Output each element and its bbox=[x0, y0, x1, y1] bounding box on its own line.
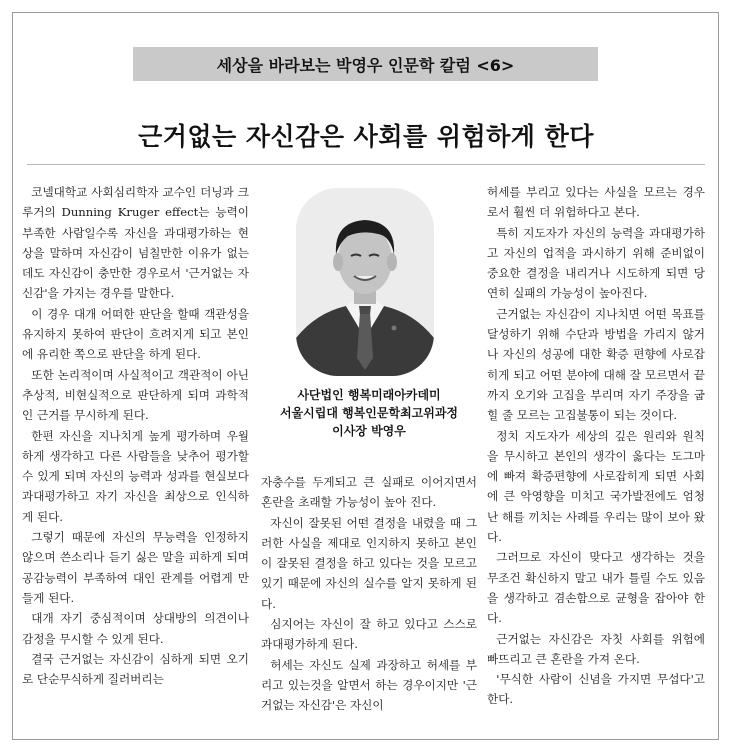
paragraph: 특히 지도자가 자신의 능력을 과대평가하고 자신의 업적을 과시하기 위해 준비없이 중요한 결정을 내리거나 시도하게 되면 당연히 실패의 가능성이 높아진다. bbox=[487, 225, 705, 301]
author-affiliation: 사단법인 행복미래아카데미 bbox=[297, 388, 441, 402]
author-portrait bbox=[296, 188, 434, 376]
paragraph: '무식한 사람이 신념을 가지면 무섭다'고 한다. bbox=[487, 672, 705, 707]
paragraph: 그러므로 자신이 맞다고 생각하는 것을 무조건 확신하지 말고 내가 틀릴 수도 있음을 생각하고 겸손함으로 균형을 잡아야 한다. bbox=[487, 550, 705, 626]
paragraph: 심지어는 자신이 잘 하고 있다고 스스로 과대평가하게 된다. bbox=[261, 617, 477, 652]
paragraph: 근거없는 자신감이 지나치면 어떤 목표를 달성하기 위해 수단과 방법을 가리지 않거나 자신의 성공에 대한 확증 편향에 사로잡히게 되고 어떤 분야에 대해 잘 모르면서 끝까지 오기와 고집을 부리며 자기 주장을 굽힐 줄 모르는 고집불통이 되는 것이다. bbox=[487, 306, 705, 423]
paragraph: 허세는 자신도 실제 과장하고 허세를 부리고 있는것을 알면서 하는 경우이지만 '근거없는 자신감'은 자신이 bbox=[261, 657, 477, 713]
paragraph: 정치 지도자가 세상의 깊은 원리와 원칙을 무시하고 본인의 생각이 옳다는 도그마에 빠져 확증편향에 사로잡히게 되면 사회에 큰 악영향을 미치고 국가발전에도 엄청난 해를 끼치는 사례를 우리는 많이 보아 왔다. bbox=[487, 428, 705, 545]
text-column-2 bbox=[261, 472, 477, 716]
paragraph: 코넬대학교 사회심리학자 교수인 더닝과 크루거의 Dunning Kruger effect는 능력이 부족한 사람일수록 자신을 과대평가하는 현상을 말하며 자신감이 넘칠만한 이유가 없는데도 자신감이 충만한 경우로서 '근거없는 자신감'을 가지는 경우를 말한다. bbox=[22, 185, 249, 301]
paragraph: 허세를 부리고 있다는 사실을 모르는 경우로서 훨씬 더 위험하다고 본다. bbox=[487, 185, 705, 220]
text-column-1 bbox=[22, 182, 249, 689]
author-program: 서울시립대 행복인문학최고위과정 bbox=[279, 406, 459, 420]
author-caption bbox=[261, 386, 477, 440]
paragraph: 근거없는 자신감은 자칫 사회를 위험에 빠뜨리고 큰 혼란을 가져 온다. bbox=[487, 631, 705, 666]
paragraph: 이 경우 대개 어떠한 판단을 할때 객관성을 유지하지 못하여 판단이 흐려지게 되고 본인에 유리한 쪽으로 판단을 하게 된다. bbox=[22, 306, 249, 362]
article-headline: 근거없는 자신감은 사회를 위험하게 한다 bbox=[138, 122, 594, 151]
author-portrait-image bbox=[296, 188, 434, 376]
column-series-banner: 세상을 바라보는 박영우 인문학 칼럼 <6> bbox=[133, 47, 598, 81]
paragraph: 한편 자신을 지나치게 높게 평가하며 우월하게 생각하고 다른 사람들을 낮추어 평가할 수 있게 되며 자신의 능력과 성과를 현실보다 과대평가하고 자기 자신을 최상으로 인식하게 된다. bbox=[22, 428, 249, 524]
paragraph: 결국 근거없는 자신감이 심하게 되면 오기로 단순무식하게 질러버리는 bbox=[22, 651, 249, 687]
paragraph: 그렇기 때문에 자신의 무능력을 인정하지 않으며 쓴소리나 듣기 싫은 말을 피하게 되며 공감능력이 부족하여 대인 관계를 어렵게 만들게 된다. bbox=[22, 530, 249, 605]
text-column-3 bbox=[487, 182, 705, 710]
paragraph: 자충수를 두게되고 큰 실패로 이어지면서 혼란을 초래할 가능성이 높아 진다. bbox=[261, 475, 477, 510]
paragraph: 또한 논리적이며 사실적이고 객관적이 아닌 추상적, 비현실적으로 판단하게 되며 과학적인 근거를 무시하게 된다. bbox=[22, 367, 249, 423]
author-name: 이사장 박영우 bbox=[332, 424, 406, 438]
headline-divider bbox=[27, 164, 705, 165]
paragraph: 대개 자기 중심적이며 상대방의 의견이나 감정을 무시할 수 있게 된다. bbox=[22, 611, 249, 646]
paragraph: 자신이 잘못된 어떤 결정을 내렸을 때 그러한 사실을 제대로 인지하지 못하고 본인이 잘못된 결정을 하고 있다는 것을 모르고 있기 때문에 자신의 실수를 알지 못하게 된다. bbox=[261, 515, 477, 611]
